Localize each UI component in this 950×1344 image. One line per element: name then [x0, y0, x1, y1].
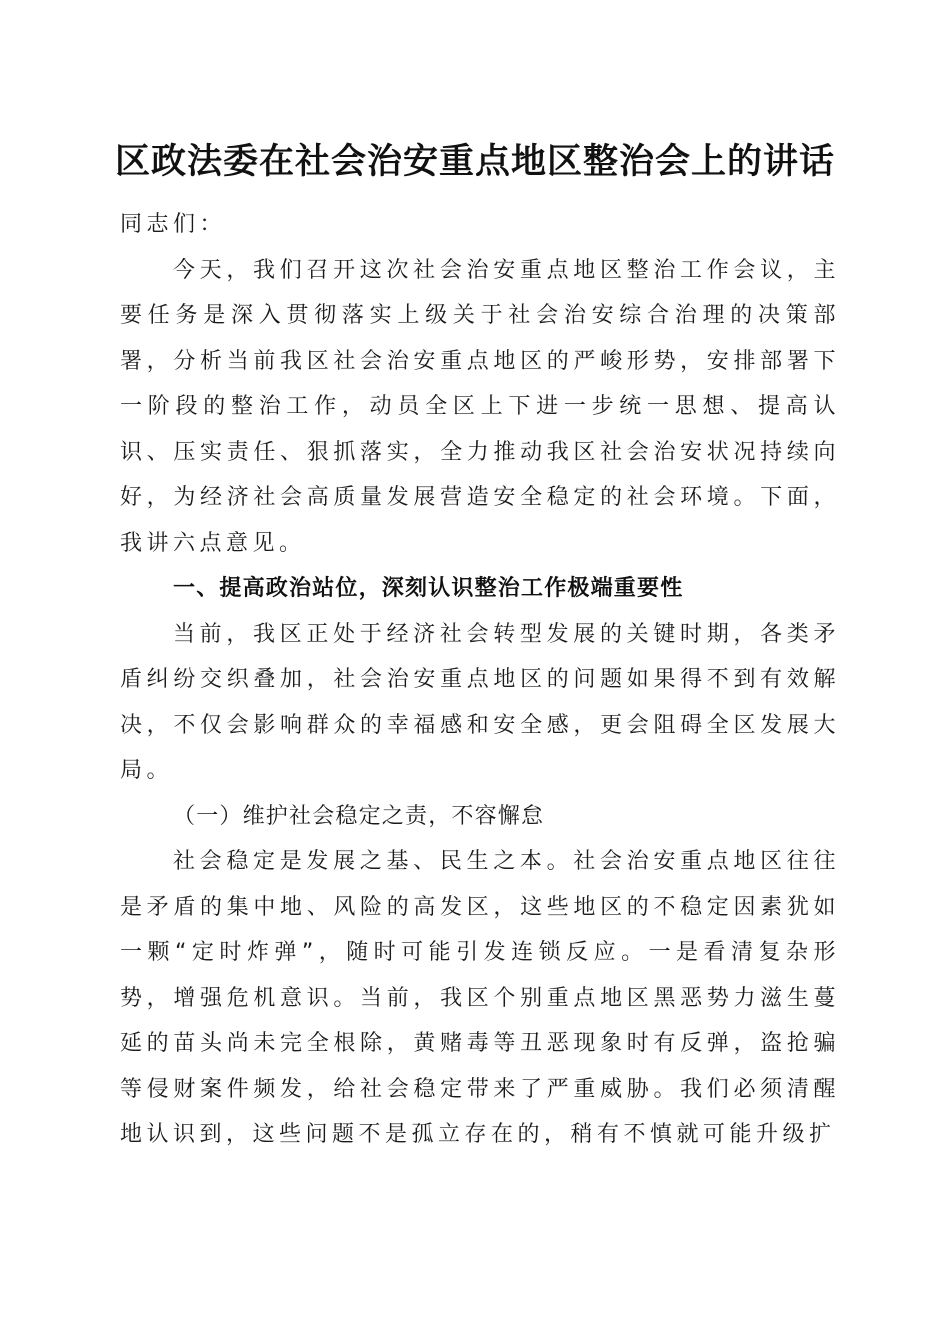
paragraph-section-1: 当前，我区正处于经济社会转型发展的关键时期，各类矛盾纠纷交织叠加，社会治安重点地区的问题如果得不到有效解决，不仅会影响群众的幸福感和安全感，更会阻碍全区发展大局。 — [120, 621, 840, 783]
document-body — [120, 202, 840, 1158]
paragraph-intro: 今天，我们召开这次社会治安重点地区整治工作会议，主要任务是深入贯彻落实上级关于社会治安综合治理的决策部署，分析当前我区社会治安重点地区的严峻形势，安排部署下一阶段的整治工作，动员全区上下进一步统一思想、提高认识、压实责任、狠抓落实，全力推动我区社会治安状况持续向好，为经济社会高质量发展营造安全稳定的社会环境。下面，我讲六点意见。 — [120, 257, 840, 556]
salutation: 同志们： — [120, 212, 227, 237]
section-heading-1: 一、提高政治站位，深刻认识整治工作极端重要性 — [173, 576, 684, 601]
document-title: 区政法委在社会治安重点地区整治会上的讲话 — [114, 141, 835, 182]
subsection-heading-1: （一）维护社会稳定之责，不容懈怠 — [173, 803, 545, 829]
paragraph-subsection-1: 社会稳定是发展之基、民生之本。社会治安重点地区往往是矛盾的集中地、风险的高发区，这些地区的不稳定因素犹如一颗“定时炸弹”，随时可能引发连锁反应。一是看清复杂形势，增强危机意识。当前，我区个别重点地区黑恶势力滋生蔓延的苗头尚未完全根除，黄赌毒等丑恶现象时有反弹，盗抢骗等侵财案件频发，给社会稳定带来了严重威胁。我们必须清醒地认识到，这些问题不是孤立存在的，稍有不慎就可能升级扩 — [120, 849, 840, 1147]
